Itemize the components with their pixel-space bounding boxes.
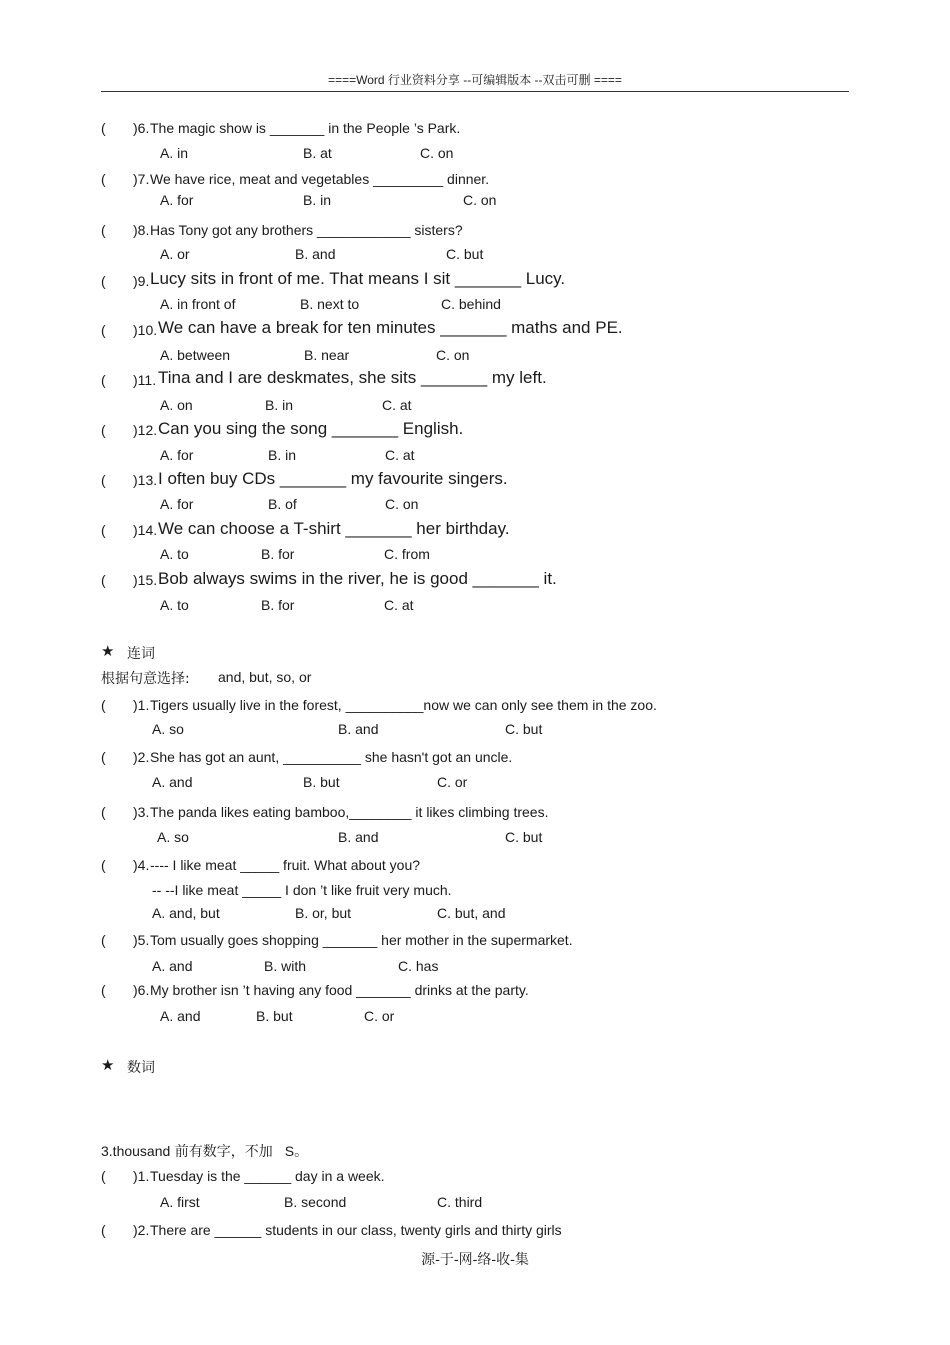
answer-paren: ( <box>101 932 106 948</box>
question-text: My brother isn ’t having any food _______ drinks at the party. <box>150 982 529 998</box>
section-title-numerals: 数词 <box>127 1060 155 1076</box>
question-label: )13. <box>133 472 158 488</box>
question-text: The magic show is _______ in the People ’s Park. <box>150 120 461 136</box>
option-c: C. but <box>505 829 543 845</box>
option-a: A. so <box>152 721 184 737</box>
option-a: A. for <box>160 192 194 208</box>
numeral-rule-cn: 前有数字，不加 <box>170 1144 273 1160</box>
answer-paren: ( <box>101 372 106 388</box>
answer-paren: ( <box>101 982 106 998</box>
question-text: She has got an aunt, __________ she hasn't got an uncle. <box>150 749 513 765</box>
question-label: )14. <box>133 522 158 538</box>
answer-paren: ( <box>101 572 106 588</box>
option-b: B. and <box>338 829 379 845</box>
option-b: B. or, but <box>295 905 352 921</box>
question-text: We can have a break for ten minutes _______ maths and PE. <box>158 318 623 337</box>
option-a: A. and <box>152 774 193 790</box>
option-c: C. or <box>364 1008 395 1024</box>
page-header: ====Word 行业资料分享 --可编辑版本 --双击可删 ==== <box>328 73 622 87</box>
option-a: A. to <box>160 546 189 562</box>
question-text: We can choose a T-shirt _______ her birthday. <box>158 519 510 538</box>
question-text: I often buy CDs _______ my favourite singers. <box>158 469 508 488</box>
question-label: )15. <box>133 572 158 588</box>
section-title-conjunctions: 连词 <box>127 646 155 662</box>
question-text: Tina and I are deskmates, she sits _______ my left. <box>158 368 547 387</box>
question-label: )4. <box>133 857 150 873</box>
option-a: A. and <box>152 958 193 974</box>
option-b: B. near <box>304 347 350 363</box>
option-b: B. in <box>303 192 332 208</box>
option-a: A. to <box>160 597 189 613</box>
option-a: A. and, but <box>152 905 220 921</box>
question-text: We have rice, meat and vegetables _________ dinner. <box>150 171 490 187</box>
question-label: )5. <box>133 932 150 948</box>
section-instruction: 根据句意选择: <box>101 671 190 687</box>
option-b: B. in <box>268 447 297 463</box>
numeral-rule <box>101 1141 308 1161</box>
option-a: A. so <box>157 829 189 845</box>
answer-paren: ( <box>101 804 106 820</box>
option-c: C. but <box>505 721 543 737</box>
option-c: C. third <box>437 1194 483 1210</box>
option-c: C. at <box>385 447 415 463</box>
option-a: A. between <box>160 347 231 363</box>
option-b: B. but <box>256 1008 293 1024</box>
question-text: ---- I like meat _____ fruit. What about you? <box>150 857 421 873</box>
answer-paren: ( <box>101 1168 106 1184</box>
question-text: Has Tony got any brothers ____________ sisters? <box>150 222 463 238</box>
option-c: C. on <box>420 145 454 161</box>
star-icon: ★ <box>101 1057 115 1074</box>
option-b: B. in <box>265 397 294 413</box>
option-a: A. and <box>160 1008 201 1024</box>
option-a: A. or <box>160 246 190 262</box>
star-icon: ★ <box>101 643 115 660</box>
answer-paren: ( <box>101 322 106 338</box>
option-b: B. for <box>261 546 295 562</box>
question-label: )11. <box>133 372 157 388</box>
question-text: Lucy sits in front of me. That means I sit _______ Lucy. <box>150 269 566 288</box>
numeral-rule-suffix: S。 <box>284 1143 309 1159</box>
answer-paren: ( <box>101 273 106 289</box>
question-text-line2: -- --I like meat _____ I don ’t like fruit very much. <box>152 882 452 898</box>
section-instruction-words: and, but, so, or <box>218 669 312 685</box>
question-text: Tom usually goes shopping _______ her mother in the supermarket. <box>150 932 573 948</box>
option-c: C. but <box>446 246 484 262</box>
answer-paren: ( <box>101 120 106 136</box>
header-rule <box>101 91 849 92</box>
option-c: C. from <box>384 546 430 562</box>
option-a: A. on <box>160 397 193 413</box>
answer-paren: ( <box>101 749 106 765</box>
option-c: C. on <box>436 347 470 363</box>
option-a: A. in <box>160 145 189 161</box>
option-b: B. but <box>303 774 340 790</box>
question-label: )1. <box>133 697 150 713</box>
question-label: )1. <box>133 1168 150 1184</box>
option-c: C. on <box>463 192 497 208</box>
option-c: C. or <box>437 774 468 790</box>
page-footer: 源-于-网-络-收-集 <box>421 1252 529 1268</box>
answer-paren: ( <box>101 522 106 538</box>
answer-paren: ( <box>101 697 106 713</box>
question-label: )8. <box>133 222 150 238</box>
answer-paren: ( <box>101 1222 106 1238</box>
option-b: B. with <box>264 958 307 974</box>
question-text: Tuesday is the ______ day in a week. <box>150 1168 385 1184</box>
question-label: )6. <box>133 120 150 136</box>
question-label: )7. <box>133 171 150 187</box>
option-b: B. for <box>261 597 295 613</box>
option-b: B. and <box>338 721 379 737</box>
option-a: A. for <box>160 496 194 512</box>
answer-paren: ( <box>101 171 106 187</box>
option-c: C. on <box>385 496 419 512</box>
question-label: )12. <box>133 422 158 438</box>
question-label: )9. <box>133 273 150 289</box>
answer-paren: ( <box>101 472 106 488</box>
option-c: C. behind <box>441 296 501 312</box>
option-c: C. at <box>382 397 412 413</box>
answer-paren: ( <box>101 422 106 438</box>
question-text: There are ______ students in our class, twenty girls and thirty girls <box>150 1222 562 1238</box>
question-text: Can you sing the song _______ English. <box>158 419 464 438</box>
option-b: B. second <box>284 1194 347 1210</box>
option-b: B. of <box>268 496 297 512</box>
question-label: )10. <box>133 322 158 338</box>
question-text: Tigers usually live in the forest, __________now we can only see them in the zoo. <box>150 697 657 713</box>
option-c: C. at <box>384 597 414 613</box>
option-c: C. but, and <box>437 905 506 921</box>
question-text: The panda likes eating bamboo,________ it likes climbing trees. <box>150 804 549 820</box>
answer-paren: ( <box>101 222 106 238</box>
option-a: A. for <box>160 447 194 463</box>
question-label: )2. <box>133 1222 150 1238</box>
option-b: B. at <box>303 145 332 161</box>
option-c: C. has <box>398 958 439 974</box>
option-a: A. in front of <box>160 296 236 312</box>
question-label: )3. <box>133 804 150 820</box>
option-b: B. next to <box>300 296 360 312</box>
numeral-rule-prefix: 3.thousand <box>101 1143 171 1159</box>
question-label: )2. <box>133 749 150 765</box>
option-a: A. first <box>160 1194 200 1210</box>
question-text: Bob always swims in the river, he is good _______ it. <box>158 569 557 588</box>
question-label: )6. <box>133 982 150 998</box>
option-b: B. and <box>295 246 336 262</box>
answer-paren: ( <box>101 857 106 873</box>
